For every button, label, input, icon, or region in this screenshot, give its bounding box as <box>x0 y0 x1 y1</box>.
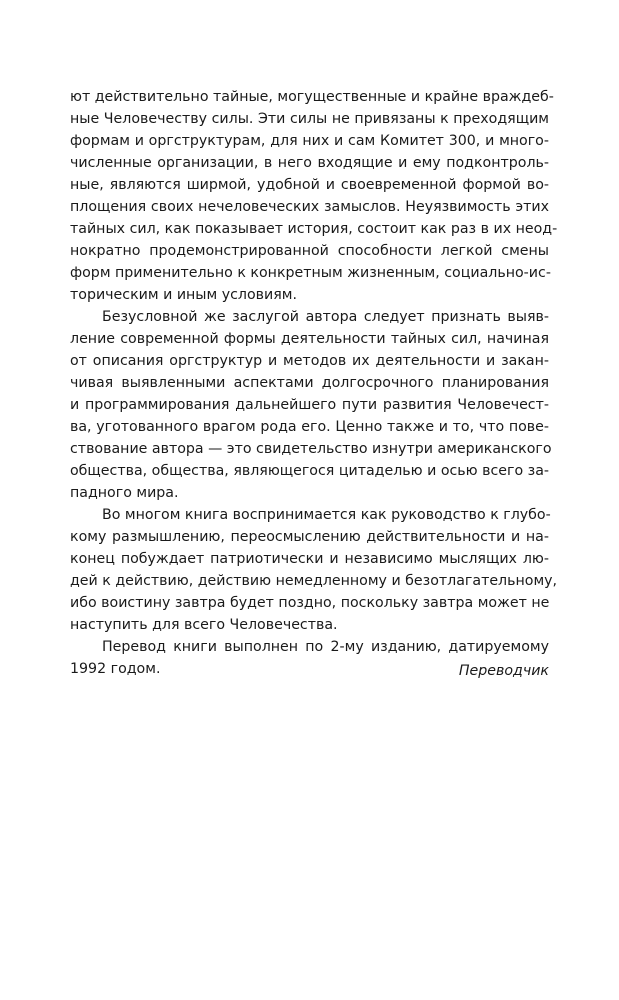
text-line: кому размышлению, переосмыслению действительности и на- <box>70 529 549 545</box>
paragraph <box>70 504 558 636</box>
text-line: ствование автора — это свидетельство изнутри американского <box>70 441 552 457</box>
text-line: ные, являются ширмой, удобной и своевременной формой во- <box>70 177 549 193</box>
text-line: 1992 годом. <box>70 661 161 677</box>
text-line: торическим и иным условиям. <box>70 287 297 303</box>
text-line: Во многом книга воспринимается как руководство к глубо- <box>102 507 551 523</box>
signature: Переводчик <box>458 663 549 679</box>
text-line: общества, общества, являющегося цитаделью и осью всего за- <box>70 463 550 479</box>
text-line: наступить для всего Человечества. <box>70 617 338 633</box>
text-line: форм применительно к конкретным жизненным, социально-ис- <box>70 265 551 281</box>
text-line: конец побуждает патриотически и независимо мыслящих лю- <box>70 551 549 567</box>
text-line: численные организации, в него входящие и ему подконтроль- <box>70 155 549 171</box>
text-line: и программирования дальнейшего пути развития Человечест- <box>70 397 549 413</box>
text-line: дей к действию, действию немедленному и безотлагательному, <box>70 573 558 589</box>
text-line: чивая выявленными аспектами долгосрочного планирования <box>70 375 549 391</box>
body-text <box>70 86 558 680</box>
paragraph <box>70 306 552 504</box>
text-line: Безусловной же заслугой автора следует признать выяв- <box>102 309 549 325</box>
text-line: формам и оргструктурам, для них и сам Комитет 300, и много- <box>70 133 549 149</box>
text-line: нократно продемонстрированной способности легкой смены <box>70 243 549 259</box>
text-line: ибо воистину завтра будет поздно, поскольку завтра может не <box>70 595 550 611</box>
text-line: ют действительно тайные, могущественные и крайне враждеб- <box>70 89 554 105</box>
text-line: тайных сил, как показывает история, состоит как раз в их неод- <box>70 221 558 237</box>
text-line: ва, уготованного врагом рода его. Ценно также и то, что пове- <box>70 419 549 435</box>
text-line: падного мира. <box>70 485 179 501</box>
text-line: площения своих нечеловеческих замыслов. Неуязвимость этих <box>70 199 549 215</box>
text-line: ление современной формы деятельности тайных сил, начиная <box>70 331 549 347</box>
text-line: от описания оргструктур и методов их деятельности и закан- <box>70 353 549 369</box>
text-line: ные Человечеству силы. Эти силы не привязаны к преходящим <box>70 111 549 127</box>
paragraph <box>70 86 558 306</box>
document-page <box>70 86 558 680</box>
text-line: Перевод книги выполнен по 2-му изданию, датируемому <box>102 639 549 655</box>
